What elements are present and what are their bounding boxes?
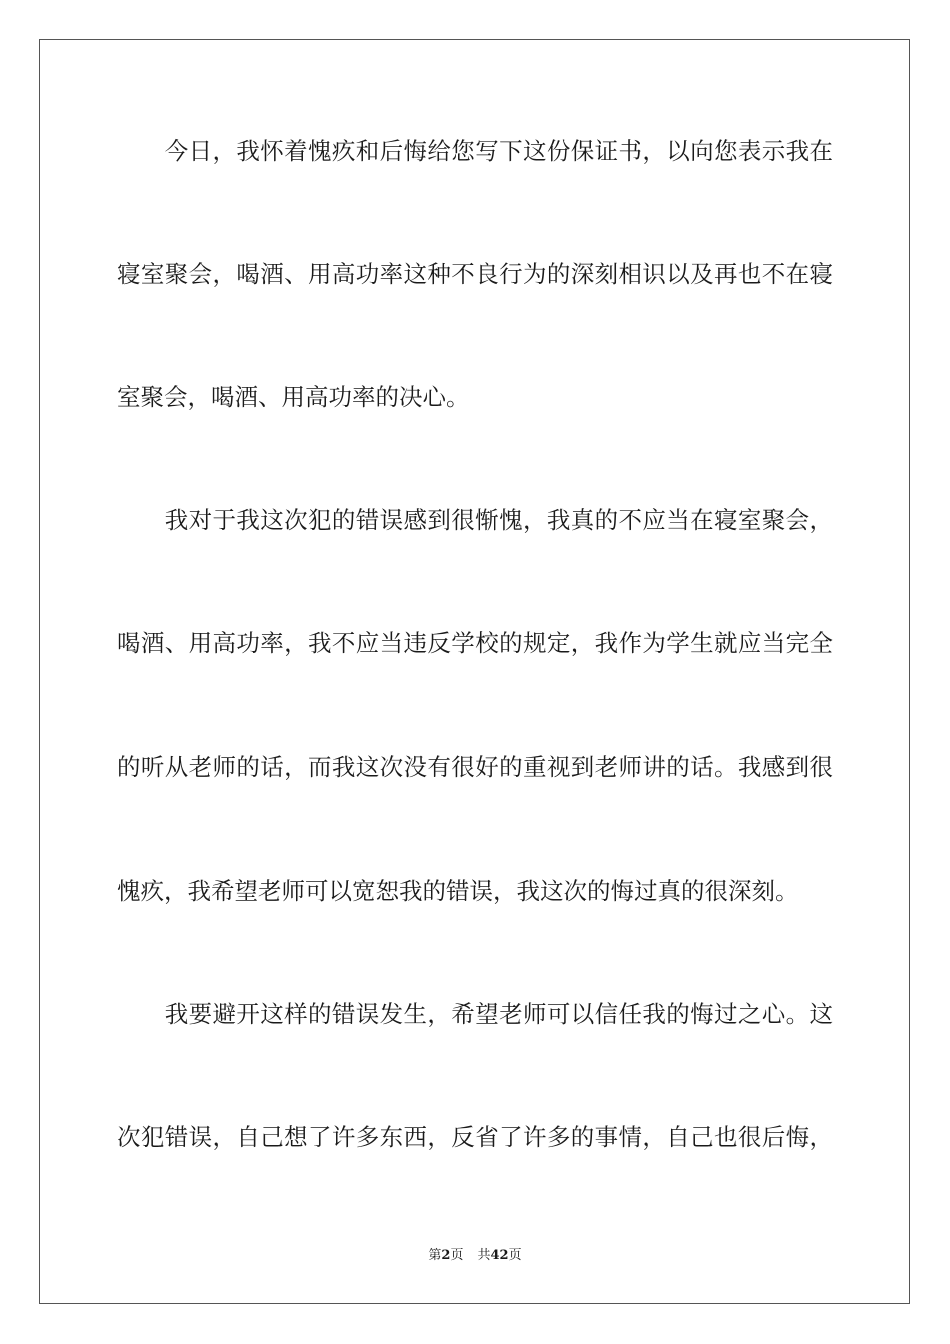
page-suffix: 页	[450, 1248, 464, 1263]
page-number: 2	[441, 1248, 451, 1263]
text-line: 愧疚，我希望老师可以宽恕我的错误，我这次的悔过真的很深刻。	[117, 877, 799, 905]
text-line: 今日，我怀着愧疚和后悔给您写下这份保证书，以向您表示我在	[117, 137, 833, 165]
page-footer	[0, 1247, 950, 1265]
text-line: 我要避开这样的错误发生，希望老师可以信任我的悔过之心。这	[117, 1000, 833, 1028]
text-line: 喝酒、用高功率，我不应当违反学校的规定，我作为学生就应当完全	[117, 629, 833, 657]
total-prefix: 共	[477, 1248, 491, 1263]
text-line: 我对于我这次犯的错误感到很惭愧，我真的不应当在寝室聚会，	[117, 506, 833, 534]
text-line: 寝室聚会，喝酒、用高功率这种不良行为的深刻相识以及再也不在寝	[117, 260, 833, 288]
page-prefix: 第	[428, 1248, 442, 1263]
total-pages: 42	[490, 1248, 509, 1263]
text-line: 的听从老师的话，而我这次没有很好的重视到老师讲的话。我感到很	[117, 753, 833, 781]
text-line: 室聚会，喝酒、用高功率的决心。	[117, 383, 470, 411]
total-suffix: 页	[508, 1248, 522, 1263]
page-frame	[39, 39, 910, 1304]
text-line: 次犯错误，自己想了许多东西，反省了许多的事情，自己也很后悔，	[117, 1123, 833, 1151]
